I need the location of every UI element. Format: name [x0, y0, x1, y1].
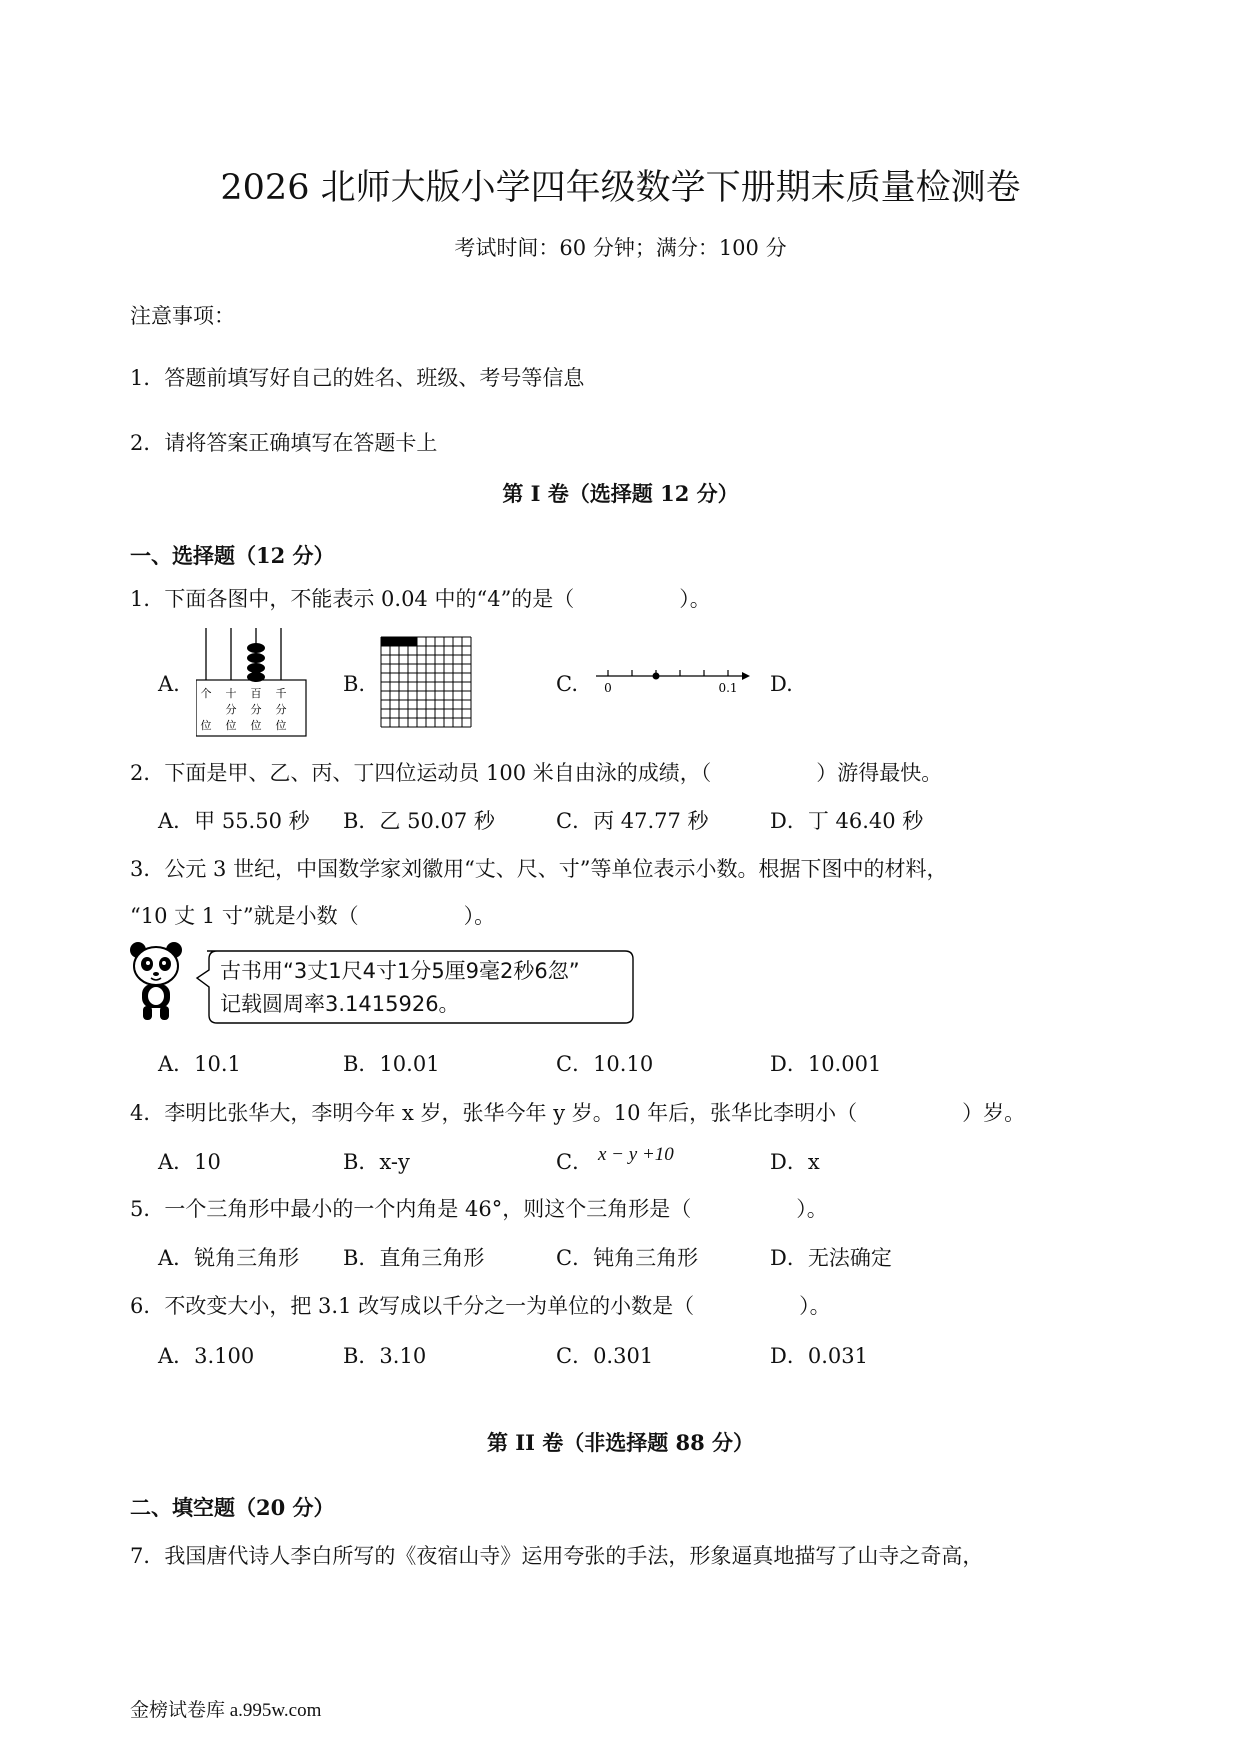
section-2-title: 二、填空题（20 分）	[130, 1495, 335, 1520]
q6-option-a: A．3.100	[158, 1344, 255, 1368]
q2-option-d: D．丁 46.40 秒	[770, 809, 924, 833]
exam-info: 考试时间：60 分钟；满分：100 分	[454, 236, 787, 260]
q4-option-b: B．x-y	[343, 1150, 410, 1174]
number-line-label: 0.1	[718, 681, 738, 695]
q3-option-b: B．10.01	[343, 1052, 440, 1076]
question-2-stem: 2．下面是甲、乙、丙、丁四位运动员 100 米自由泳的成绩，（ ）游得最快。	[130, 761, 943, 785]
abacus-label: 个	[200, 687, 212, 700]
q2-option-a: A．甲 55.50 秒	[158, 809, 310, 833]
shaded-cells	[381, 637, 417, 646]
question-5-stem: 5．一个三角形中最小的一个内角是 46°，则这个三角形是（ ）。	[130, 1197, 828, 1221]
q4-option-d: D．x	[770, 1150, 820, 1174]
q6-option-b: B．3.10	[343, 1344, 427, 1368]
abacus-figure	[196, 626, 310, 738]
abacus-label: 位	[225, 719, 237, 732]
question-6-stem: 6．不改变大小，把 3.1 改写成以千分之一为单位的小数是（ ）。	[130, 1294, 831, 1318]
q5-option-a: A．锐角三角形	[158, 1246, 300, 1270]
q6-option-c: C．0.301	[556, 1344, 654, 1368]
section-1-title: 一、选择题（12 分）	[130, 543, 335, 568]
abacus-label: 十	[225, 687, 237, 700]
abacus-label: 位	[200, 719, 212, 732]
q3-option-d: D．10.001	[770, 1052, 882, 1076]
abacus-label: 位	[250, 719, 262, 732]
q5-option-b: B．直角三角形	[343, 1246, 485, 1270]
part-2-title: 第 II 卷（非选择题 88 分）	[486, 1430, 755, 1455]
question-4-stem: 4．李明比张华大，李明今年 x 岁，张华今年 y 岁。10 年后，张华比李明小（ ）岁。	[130, 1101, 1026, 1125]
question-1-stem: 1．下面各图中，不能表示 0.04 中的“4”的是（ ）。	[130, 587, 711, 611]
abacus-label: 分	[250, 703, 262, 716]
q3-option-a: A．10.1	[158, 1052, 241, 1076]
q1-option-c-label: C.	[556, 672, 578, 696]
q1-option-b-label: B.	[343, 672, 366, 696]
page-title: 2026 北师大版小学四年级数学下册期末质量检测卷	[220, 168, 1021, 208]
part-1-title: 第 I 卷（选择题 12 分）	[502, 481, 739, 506]
footer-watermark: 金榜试卷库 a.995w.com	[130, 1700, 322, 1721]
q3-option-c: C．10.10	[556, 1052, 654, 1076]
notice-heading: 注意事项：	[130, 304, 235, 328]
notice-item: 1．答题前填写好自己的姓名、班级、考号等信息	[130, 366, 585, 390]
question-3-stem: 3．公元 3 世纪，中国数学家刘徽用“丈、尺、寸”等单位表示小数。根据下图中的材料，	[130, 857, 948, 881]
q1-option-d-label: D.	[770, 672, 793, 696]
number-line-figure	[594, 660, 754, 698]
number-line-label: 0	[604, 681, 612, 695]
abacus-label: 位	[275, 719, 287, 732]
panda-icon	[128, 940, 188, 1024]
bubble-text: 古书用“3丈1尺4寸1分5厘9毫2秒6忽”	[220, 959, 580, 983]
q2-option-b: B．乙 50.07 秒	[343, 809, 495, 833]
question-7-stem: 7．我国唐代诗人李白所写的《夜宿山寺》运用夸张的手法，形象逼真地描写了山寺之奇高，	[130, 1544, 984, 1568]
q5-option-c: C．钝角三角形	[556, 1246, 699, 1270]
bubble-text: 记载圆周率3.1415926。	[220, 992, 460, 1016]
hundred-grid-figure	[380, 636, 474, 730]
q1-option-a-label: A.	[158, 672, 180, 696]
abacus-label: 千	[275, 687, 287, 700]
q6-option-d: D．0.031	[770, 1344, 868, 1368]
abacus-label: 分	[275, 703, 287, 716]
q4-option-c: C．	[556, 1150, 594, 1174]
q5-option-d: D．无法确定	[770, 1246, 892, 1270]
abacus-label: 分	[225, 703, 237, 716]
abacus-label: 百	[250, 687, 262, 700]
q2-option-c: C．丙 47.77 秒	[556, 809, 709, 833]
notice-item: 2．请将答案正确填写在答题卡上	[130, 431, 438, 455]
question-3-stem-continued: “10 丈 1 寸”就是小数（ ）。	[130, 904, 496, 928]
q4-option-c-formula: x − y +10	[598, 1144, 674, 1165]
q4-option-a: A．10	[158, 1150, 221, 1174]
